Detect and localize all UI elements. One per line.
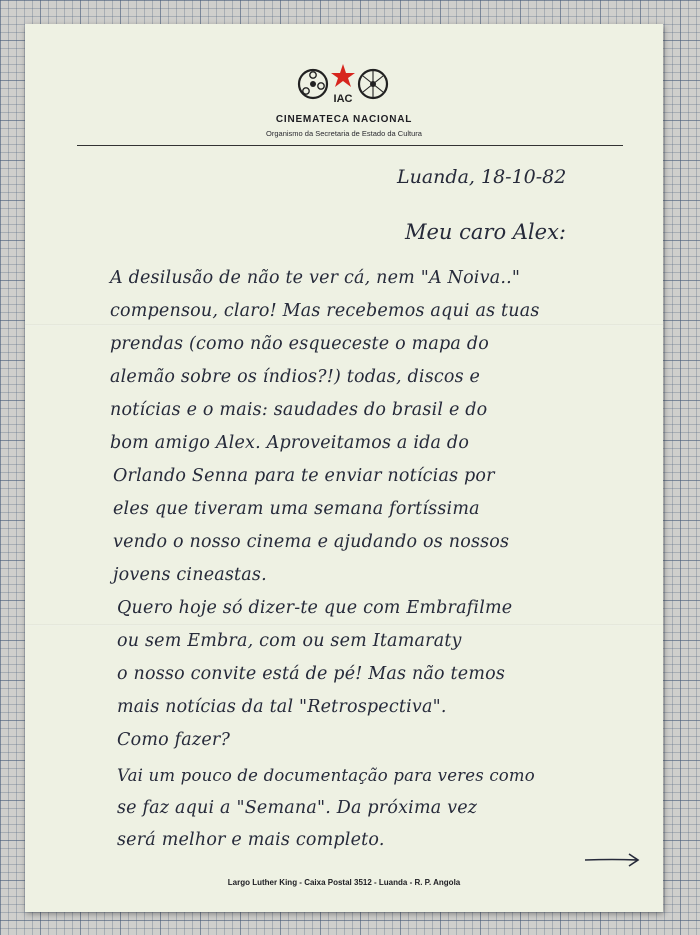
letter-line: vendo o nosso cinema e ajudando os nossos [113, 532, 510, 552]
letter-line: Vai um pouco de documentação para veres como [117, 766, 535, 785]
paper-fold [25, 624, 663, 626]
letter-line: eles que tiveram uma semana fortíssima [113, 499, 480, 519]
letter-line: alemão sobre os índios?!) todas, discos e [110, 367, 481, 387]
organization-subtitle: Organismo da Secretaria de Estado da Cultura [266, 129, 422, 138]
paper-fold [25, 324, 663, 326]
organization-name: CINEMATECA NACIONAL [275, 114, 413, 125]
cinemateca-logo [293, 62, 393, 110]
letter-line: será melhor e mais completo. [117, 830, 385, 850]
header-divider [77, 145, 623, 146]
letter-line: Orlando Senna para te enviar notícias por [113, 466, 495, 486]
letter-date: Luanda, 18-10-82 [397, 166, 567, 188]
letter-page [25, 24, 663, 912]
letter-line: ou sem Embra, com ou sem Itamaraty [117, 631, 462, 651]
letter-line: se faz aqui a "Semana". Da próxima vez [117, 798, 478, 818]
logo-text: IAC [333, 93, 353, 105]
letter-line: compensou, claro! Mas recebemos aqui as tuas [110, 301, 540, 321]
letter-line: Como fazer? [117, 730, 231, 750]
letter-line: notícias e o mais: saudades do brasil e do [110, 400, 488, 420]
letter-line: jovens cineastas. [113, 565, 267, 585]
letter-line: o nosso convite está de pé! Mas não temos [117, 664, 506, 684]
letter-line: Quero hoje só dizer-te que com Embrafilme [117, 598, 513, 618]
letter-greeting: Meu caro Alex: [405, 220, 566, 244]
letter-line: prendas (como não esqueceste o mapa do [110, 334, 489, 354]
letter-line: mais notícias da tal "Retrospectiva". [117, 697, 447, 717]
letter-line: A desilusão de não te ver cá, nem "A Noiva.." [110, 268, 521, 288]
letterhead-footer-address: Largo Luther King - Caixa Postal 3512 - Luanda - R. P. Angola [227, 878, 461, 887]
letter-line: bom amigo Alex. Aproveitamos a ida do [110, 433, 470, 453]
arrow-right-icon [583, 850, 643, 870]
